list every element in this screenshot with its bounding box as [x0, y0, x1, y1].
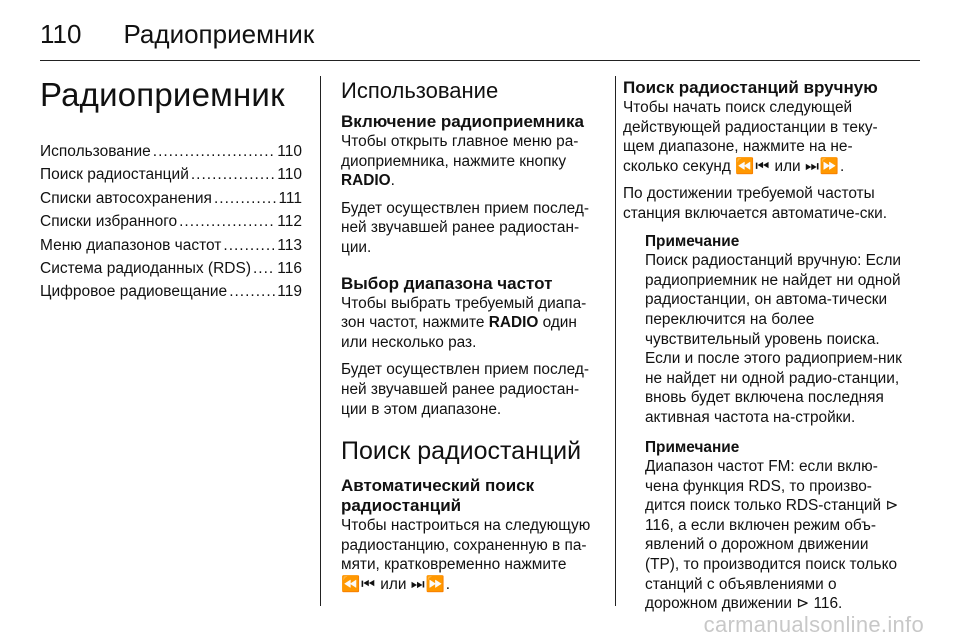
toc-leader-dots	[179, 210, 275, 233]
toc-entry-page: 110	[277, 166, 302, 184]
toc-entry-page: 119	[277, 283, 302, 301]
running-title: Радиоприемник	[123, 18, 315, 49]
toc-entry-title: Цифровое радиовещание	[40, 283, 228, 301]
chapter-column	[40, 66, 302, 304]
column-divider-left	[320, 76, 321, 606]
toc-entry-title: Меню диапазонов частот	[40, 236, 222, 254]
paragraph-last-station: Будет осуществлен прием послед-ней звучавшей ранее радиостан-ции.	[341, 199, 589, 256]
seek-back-icon: ⏪⏮	[341, 575, 377, 593]
page-reference: 116	[645, 516, 670, 534]
seek-forward-icon: ⏭⏩	[804, 157, 840, 175]
toc-entry-title: Система радиоданных (RDS)	[40, 260, 251, 278]
paragraph-band-last-station: Будет осуществлен прием послед-ней звучавшей ранее радиостан-ции в этом диапазоне.	[341, 361, 589, 418]
toc-entry-page: 111	[278, 189, 302, 207]
watermark: carmanualsonline.info	[703, 612, 924, 637]
seek-back-icon: ⏪⏮	[735, 157, 771, 175]
page-header	[40, 14, 314, 54]
table-of-contents	[40, 140, 302, 304]
toc-entry-title: Списки автосохранения	[40, 189, 212, 207]
radio-key: RADIO	[488, 314, 539, 332]
note-text: Поиск радиостанций вручную: Если радиоприемник не найдет ни одной радиостанции, он автома-тически переключится на более чувствительный уровень поиска. Если и после этого радиоприем-ник не найдет ни одной радио-станции, вновь будет включена последняя активная частота на-стройки.	[645, 252, 902, 426]
toc-entry-page: 116	[277, 260, 302, 278]
paragraph-power-on: Чтобы открыть главное меню ра-диоприемника, нажмите кнопку RADIO.	[341, 133, 579, 190]
paragraph-auto-switch: По достижении требуемой частоты станция включается автоматиче-ски.	[623, 185, 888, 222]
subheading-auto-search: Автоматический поиск радиостанций	[341, 476, 535, 516]
toc-entry-title: Поиск радиостанций	[40, 166, 189, 184]
page-reference: 116	[813, 595, 839, 613]
subheading-power-on: Включение радиоприемника	[341, 112, 584, 131]
toc-entry-page: 110	[277, 143, 302, 160]
subheading-manual-search: Поиск радиостанций вручную	[623, 78, 878, 97]
toc-entry[interactable]	[40, 140, 302, 163]
reference-arrow-icon: ⊳	[885, 497, 899, 515]
toc-leader-dots	[223, 234, 275, 257]
toc-entry-title: Списки избранного	[40, 213, 178, 231]
toc-entry-title: Использование	[40, 143, 151, 160]
note-manual-search	[645, 232, 903, 614]
note-title: Примечание	[645, 438, 740, 456]
paragraph-band-select: Чтобы выбрать требуемый диапа-зон частот, нажмите RADIO один или несколько раз.	[341, 294, 587, 351]
toc-entry[interactable]	[40, 210, 302, 233]
radio-key: RADIO	[341, 172, 391, 190]
toc-entry-page: 113	[277, 236, 302, 254]
note-title: Примечание	[645, 232, 740, 250]
toc-entry[interactable]	[40, 187, 302, 210]
chapter-title: Радиоприемник	[40, 76, 285, 113]
toc-entry[interactable]	[40, 280, 302, 303]
toc-entry[interactable]	[40, 257, 302, 280]
paragraph-auto-search: Чтобы настроиться на следующую радиостанцию, сохраненную в па-мяти, кратковременно нажмите ⏪⏮ или ⏭⏩.	[341, 517, 591, 593]
toc-entry[interactable]	[40, 163, 302, 186]
toc-leader-dots	[253, 257, 275, 280]
section-heading-search: Поиск радиостанций	[341, 437, 582, 466]
usage-column	[341, 66, 603, 603]
toc-leader-dots	[214, 187, 276, 210]
column-divider-right	[615, 76, 616, 606]
note-text-fm: Диапазон частот FM: если вклю-чена функция RDS, то произво-дится поиск только RDS-станций ⊳ 116, а если включен режим объ-явлений о дорожном движении (TP), то производится поиск только станций с объявлениями о дорожном движении ⊳ 116.	[645, 458, 899, 613]
toc-leader-dots	[229, 280, 275, 303]
reference-arrow-icon: ⊳	[796, 595, 810, 613]
subheading-band-select: Выбор диапазона частот	[341, 273, 553, 293]
toc-leader-dots	[191, 163, 275, 186]
toc-entry-page: 112	[277, 213, 302, 231]
toc-leader-dots	[153, 140, 276, 163]
manual-search-column	[623, 66, 903, 624]
header-divider	[40, 60, 920, 61]
paragraph-manual-search: Чтобы начать поиск следующей действующей радиостанции в теку-щем диапазоне, нажмите на не-сколько секунд ⏪⏮ или ⏭⏩.	[623, 99, 878, 175]
section-heading-usage: Использование	[341, 78, 499, 103]
seek-forward-icon: ⏭⏩	[410, 575, 446, 593]
toc-entry[interactable]	[40, 234, 302, 257]
page-number: 110	[40, 18, 82, 49]
